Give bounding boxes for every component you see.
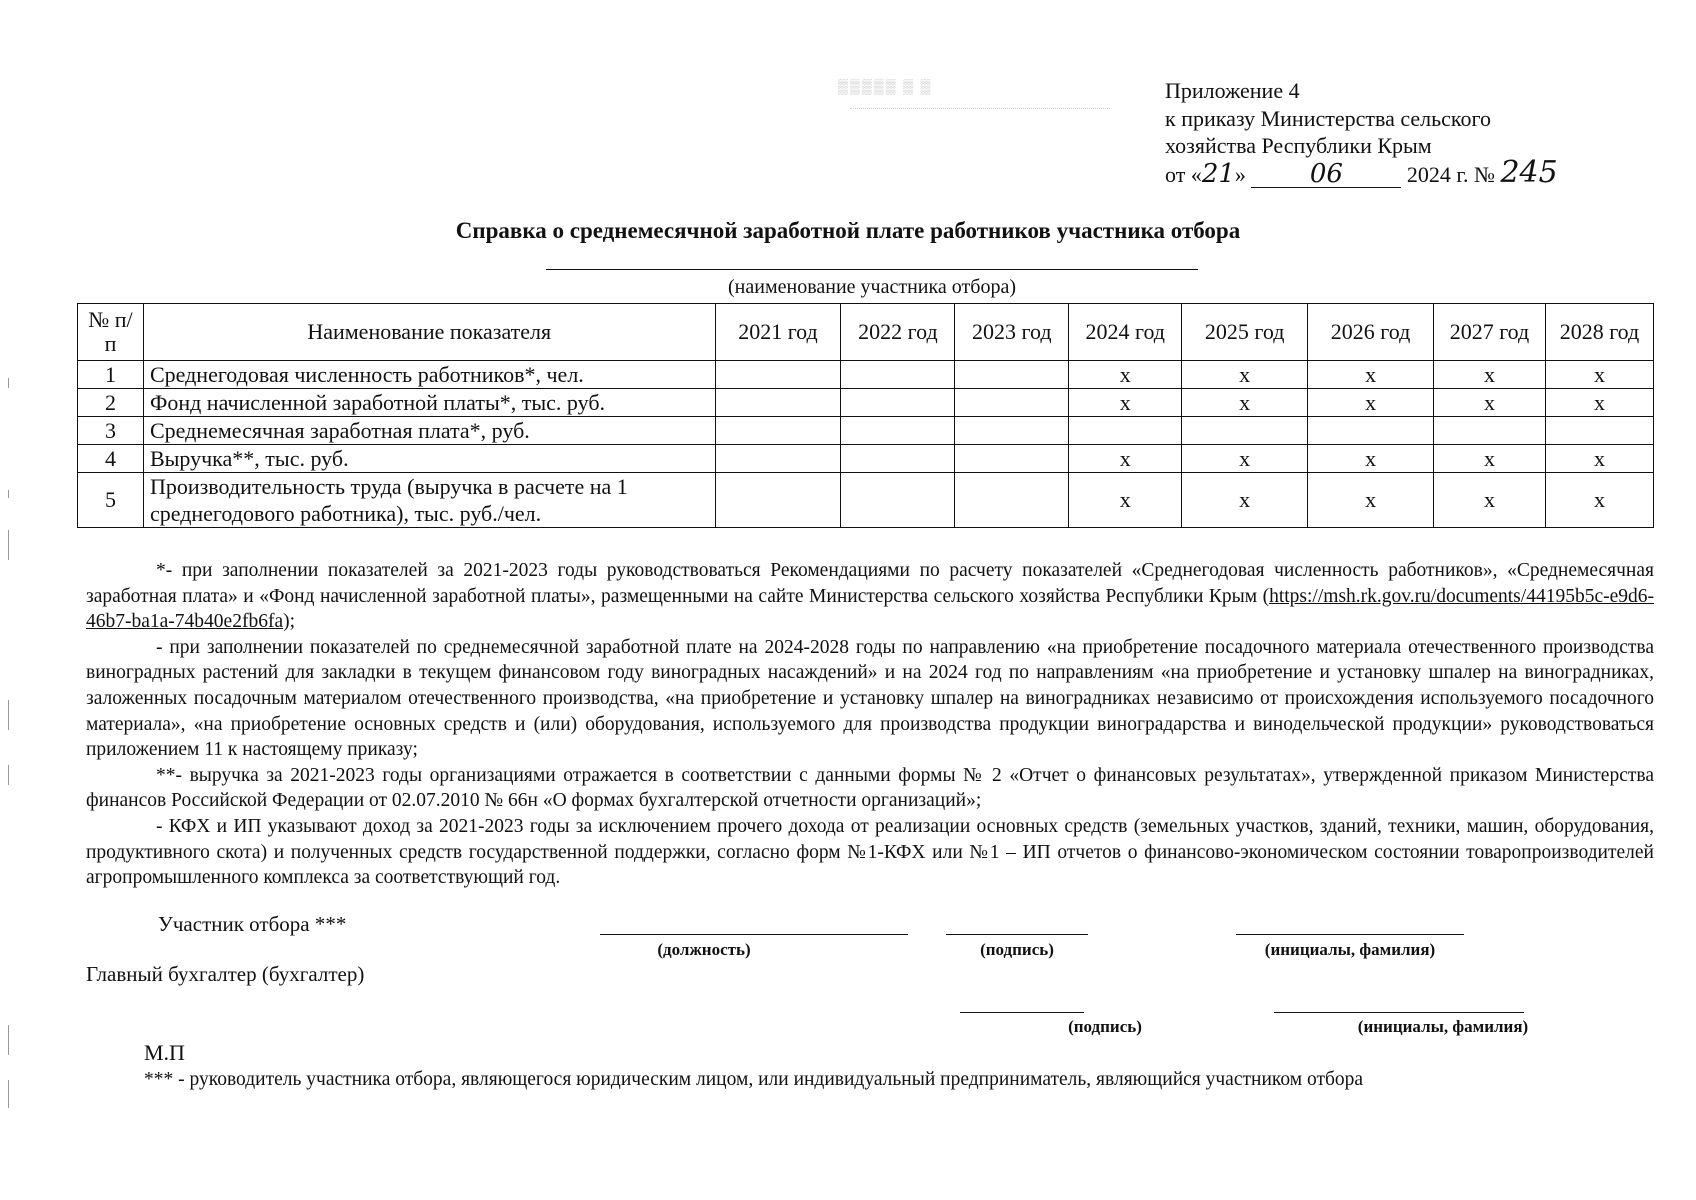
date-from-label: от « (1165, 162, 1202, 187)
table-cell: х (1434, 361, 1546, 389)
header-ministry-line: хозяйства Республики Крым (1165, 133, 1432, 158)
table-cell: х (1308, 361, 1434, 389)
table-row (78, 389, 1654, 417)
table-cell (715, 445, 841, 473)
notes-block (86, 558, 1654, 891)
note-3: **- выручка за 2021-2023 годы организациями отражается в соответствии с данными формы № 2 «Отчет о финансовых результатах», утвержденной приказом Министерства финансов Российской Федерации от 02.07.2010 № 66н «О формах бухгалтерской отчетности организаций»; (86, 764, 1654, 812)
col-header: 2024 год (1069, 304, 1182, 361)
col-header: 2021 год (715, 304, 841, 361)
indicators-table (77, 303, 1654, 528)
table-cell: х (1069, 389, 1182, 417)
scan-mark (8, 530, 9, 560)
table-cell (841, 417, 955, 445)
table-cell (1308, 417, 1434, 445)
table-cell (715, 417, 841, 445)
faded-stamp: ▒▒▒▒▒ ▒ ▒ (838, 80, 933, 95)
footnote: *** - руководитель участника отбора, являющегося юридическим лицом, или индивидуальный предприниматель, являющийся участником отбора (144, 1069, 1364, 1090)
table-cell: х (1308, 473, 1434, 528)
table-row (78, 361, 1654, 389)
table-cell (715, 473, 841, 528)
table-cell (955, 389, 1069, 417)
table-cell (1434, 417, 1546, 445)
faded-stamp-line (850, 108, 1110, 115)
table-cell: х (1545, 445, 1653, 473)
note-4: - КФХ и ИП указывают доход за 2021-2023 годы за исключением прочего дохода от реализации основных средств (земельных участков, зданий, техники, машин, оборудования, продуктивного скота) и полученных средств государственной поддержки, согласно форм №1-КФХ или №1 – ИП отчетов о финансово-экономическом состоянии товаропроизводителей агропромышленного комплекса за соответствующий год. (86, 815, 1654, 889)
table-cell (955, 473, 1069, 528)
accountant-signature-line (960, 1012, 1084, 1013)
col-header: 2025 год (1182, 304, 1308, 361)
header-date-line (1165, 155, 1558, 190)
participant-name-caption: (наименование участника отбора) (728, 276, 1016, 298)
date-month: 06 (1251, 161, 1401, 188)
table-row (78, 417, 1654, 445)
note-1 (86, 558, 1654, 635)
signature-caption: (подпись) (980, 940, 1054, 959)
table-cell (841, 389, 955, 417)
col-header: 2022 год (841, 304, 955, 361)
scan-mark (8, 765, 9, 785)
table-cell (1069, 417, 1182, 445)
col-header: 2027 год (1434, 304, 1546, 361)
table-cell (841, 445, 955, 473)
row-label: Среднегодовая численность работников*, чел. (143, 361, 715, 389)
table-row (78, 445, 1654, 473)
order-number: 245 (1500, 155, 1558, 190)
row-label: Выручка**, тыс. руб. (143, 445, 715, 473)
table-cell: х (1182, 445, 1308, 473)
row-label: Фонд начисленной заработной платы*, тыс. руб. (143, 389, 715, 417)
document-title: Справка о среднемесячной заработной плате работников участника отбора (455, 218, 1241, 243)
position-caption: (должность) (657, 940, 751, 959)
table-header-row (78, 304, 1654, 361)
row-number: 1 (78, 361, 144, 389)
participant-label: Участник отбора *** (158, 912, 347, 936)
accountant-label: Главный бухгалтер (бухгалтер) (86, 962, 365, 986)
scan-mark (8, 490, 9, 498)
table-cell: х (1545, 473, 1653, 528)
signature-line (946, 934, 1088, 935)
row-number: 4 (78, 445, 144, 473)
table-row (78, 473, 1654, 528)
table-cell: х (1308, 445, 1434, 473)
table-cell: х (1434, 389, 1546, 417)
col-header: Наименование показателя (143, 304, 715, 361)
table-cell: х (1434, 473, 1546, 528)
table-cell: х (1182, 473, 1308, 528)
col-header: 2028 год (1545, 304, 1653, 361)
table-cell (955, 361, 1069, 389)
accountant-signature-caption: (подпись) (1068, 1017, 1142, 1036)
participant-name-line (546, 269, 1198, 270)
scan-mark (8, 1025, 9, 1055)
table-cell: х (1182, 361, 1308, 389)
table-cell: х (1434, 445, 1546, 473)
row-number: 3 (78, 417, 144, 445)
scan-mark (8, 1080, 9, 1108)
date-day: 21 (1201, 159, 1235, 189)
table-cell (841, 361, 955, 389)
table-cell: х (1545, 389, 1653, 417)
table-cell (715, 389, 841, 417)
table-cell: х (1182, 389, 1308, 417)
row-label: Производительность труда (выручка в расчете на 1 среднегодового работника), тыс. руб./чел. (143, 473, 715, 528)
row-label: Среднемесячная заработная плата*, руб. (143, 417, 715, 445)
accountant-initials-caption: (инициалы, фамилия) (1357, 1017, 1529, 1036)
table-cell (955, 417, 1069, 445)
accountant-initials-line (1274, 1012, 1524, 1013)
col-header: № п/п (78, 304, 144, 361)
note-1-end: ); (283, 611, 296, 633)
header-appendix: Приложение 4 (1165, 78, 1300, 103)
ministry-recommendations-link[interactable]: https://msh.rk.gov.ru/documents/44195b5c-e9d6-46b7-ba1a-74b40e2fb6fa (86, 585, 1654, 633)
table-cell (1182, 417, 1308, 445)
table-cell (715, 361, 841, 389)
table-cell: х (1545, 361, 1653, 389)
table-cell: х (1069, 361, 1182, 389)
scan-mark (8, 700, 9, 730)
table-cell (955, 445, 1069, 473)
table-cell (1545, 417, 1653, 445)
col-header: 2023 год (955, 304, 1069, 361)
note-2: - при заполнении показателей по среднемесячной заработной плате на 2024-2028 годы по направлению «на приобретение посадочного материала отечественного производства виноградных растений для закладки в текущем финансовом году виноградных насаждений» и на 2024 год по направлениям «на приобретение и установку шпалер на виноградниках, заложенных посадочным материалом отечественного производства, «на приобретение и установку шпалер на виноградниках независимо от происхождения используемого посадочного материала», «на приобретение основных средств и (или) оборудования, используемого для производства продукции виноградарства и винодельческой продукции» руководствоваться приложением 11 к настоящему приказу; (86, 636, 1654, 761)
table-cell: х (1069, 445, 1182, 473)
position-line (600, 934, 908, 935)
date-year-label: 2024 г. № (1406, 162, 1495, 187)
stamp-label: М.П (144, 1040, 185, 1065)
date-quote-close: » (1234, 162, 1246, 187)
scan-mark (8, 378, 9, 388)
header-order-line: к приказу Министерства сельского (1165, 106, 1491, 131)
note-1-text: *- при заполнении показателей за 2021-2023 годы руководствоваться Рекомендациями по расчету показателей «Среднегодовая численность работников», «Среднемесячная заработная плата» и «Фонд начисленной заработной платы», размещенными на сайте Министерства сельского хозяйства Республики Крым ( (86, 560, 1654, 607)
table-cell (841, 473, 955, 528)
table-cell: х (1069, 473, 1182, 528)
row-number: 5 (78, 473, 144, 528)
row-number: 2 (78, 389, 144, 417)
initials-caption: (инициалы, фамилия) (1264, 940, 1436, 959)
col-header: 2026 год (1308, 304, 1434, 361)
initials-line (1236, 934, 1464, 935)
table-cell: х (1308, 389, 1434, 417)
